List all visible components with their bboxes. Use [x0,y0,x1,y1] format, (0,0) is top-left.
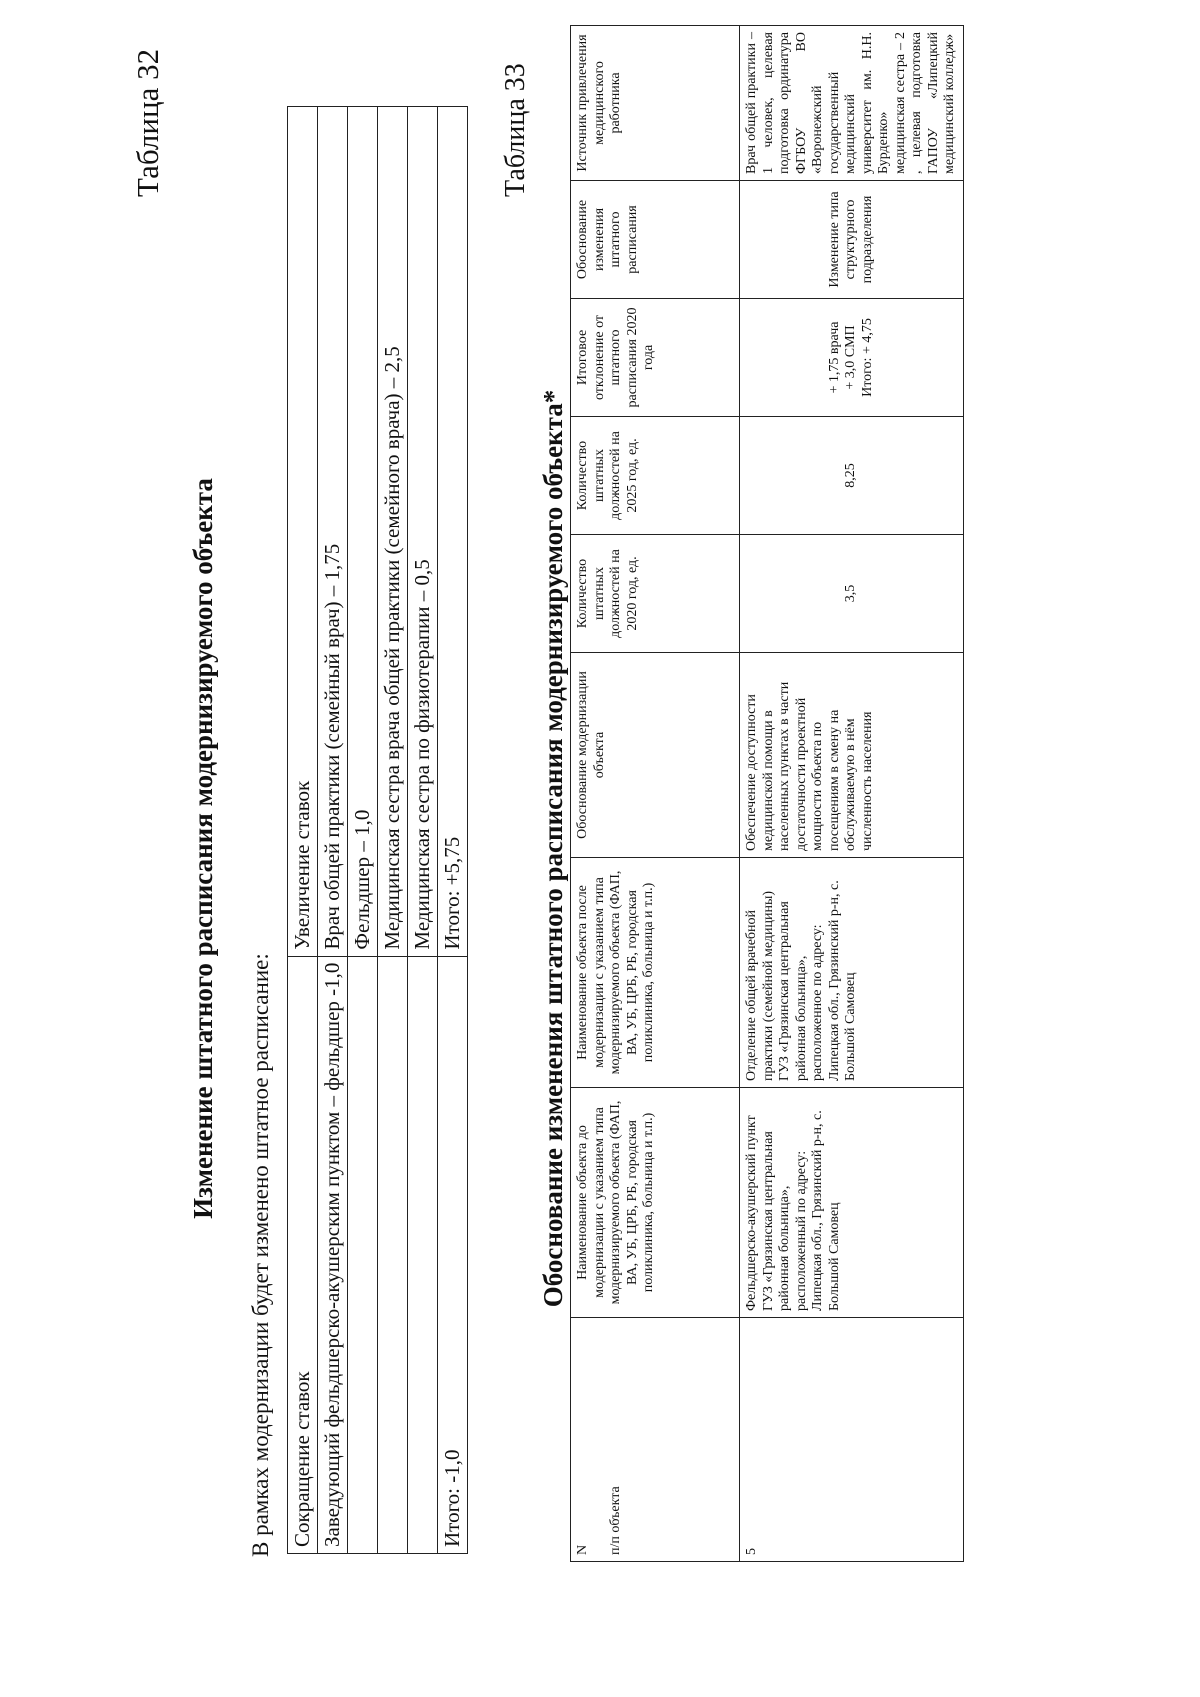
header-cell: N п/п объекта [571,1318,740,1562]
staffing-justification-table [570,25,964,1562]
table-cell: + 1,75 врача + 3,0 СМП Итого: + 4,75 [740,299,964,417]
table-33-label: Таблица 33 [500,63,531,197]
table-row [740,26,964,1562]
table-header-row [571,26,740,1562]
header-cell: Обоснование модернизации объекта [571,653,740,858]
intro-text: В рамках модернизации будет изменено штатное расписание: [248,953,273,1557]
table-cell: 5 [740,1318,964,1562]
table-cell [348,956,378,1553]
header-cell: Итоговое отклонение от штатного расписания 2020 года [571,299,740,417]
table-row [378,107,408,1554]
table-cell [408,956,438,1553]
table-cell: Итого: +5,75 [438,107,468,957]
table-row [408,107,438,1554]
table-cell: Сокращение ставок [288,956,318,1553]
table-32-label: Таблица 32 [130,48,165,197]
table-cell: 3,5 [740,535,964,653]
table-33-title: Обоснование изменения штатного расписания модернизируемого объекта* [538,389,568,1308]
table-cell: Отделение общей врачебной практики (семейной медицины) ГУЗ «Грязинская центральная районная больница», расположенное по адресу: Липецкая обл., Грязинский р-н, с. Большой Самовец [740,858,964,1088]
table-cell: Фельдшер – 1,0 [348,107,378,957]
header-cell: Наименование объекта до модернизации с указанием типа модернизируемого объекта (ФАП, ВА, УБ, ЦРБ, РБ, городская поликлиника, больница и т.п.) [571,1088,740,1318]
staffing-change-table [287,106,468,1554]
table-cell: Заведующий фельдшерско-акушерским пунктом – фельдшер -1,0 [318,956,348,1553]
table-row [348,107,378,1554]
table-row [318,107,348,1554]
table-cell: Изменение типа структурного подразделения [740,181,964,299]
table-row [438,107,468,1554]
header-cell: Количество штатных должностей на 2025 год, ед. [571,417,740,535]
table-row [288,107,318,1554]
table-cell: Врач общей практики (семейный врач) – 1,75 [318,107,348,957]
table-cell: Итого: -1,0 [438,956,468,1553]
header-cell: Обоснование изменения штатного расписания [571,181,740,299]
header-cell: Источник привлечения медицинского работника [571,26,740,181]
table-cell: Медицинская сестра врача общей практики (семейного врача) – 2,5 [378,107,408,957]
table-cell: Увеличение ставок [288,107,318,957]
table-cell [378,956,408,1553]
table-cell: 8,25 [740,417,964,535]
header-cell: Количество штатных должностей на 2020 год, ед. [571,535,740,653]
table-cell: Медицинская сестра по физиотерапии – 0,5 [408,107,438,957]
table-32-title: Изменение штатного расписания модернизируемого объекта [188,478,218,1219]
table-cell: Фельдшерско-акушерский пункт ГУЗ «Грязинская центральная районная больница», расположенный по адресу: Липецкая обл., Грязинский р-н, с. Большой Самовец [740,1088,964,1318]
header-cell: Наименование объекта после модернизации с указанием типа модернизируемого объекта (ФАП, ВА, УБ, ЦРБ, РБ, городская поликлиника, больница и т.п.) [571,858,740,1088]
table-cell: Обеспечение доступности медицинской помощи в населенных пунктах в части достаточности проектной мощности объекта по посещениям в смену на обслуживаемую в нём численность населения [740,653,964,858]
table-cell: Врач общей практики – 1 человек, целевая подготовка ординатура ФГБОУ ВО «Воронежский государственный медицинский университет им. Н.Н. Бурденко» медицинская сестра – 2 , целевая подготовка ГАПОУ «Липецкий медицинский колледж» [740,26,964,181]
